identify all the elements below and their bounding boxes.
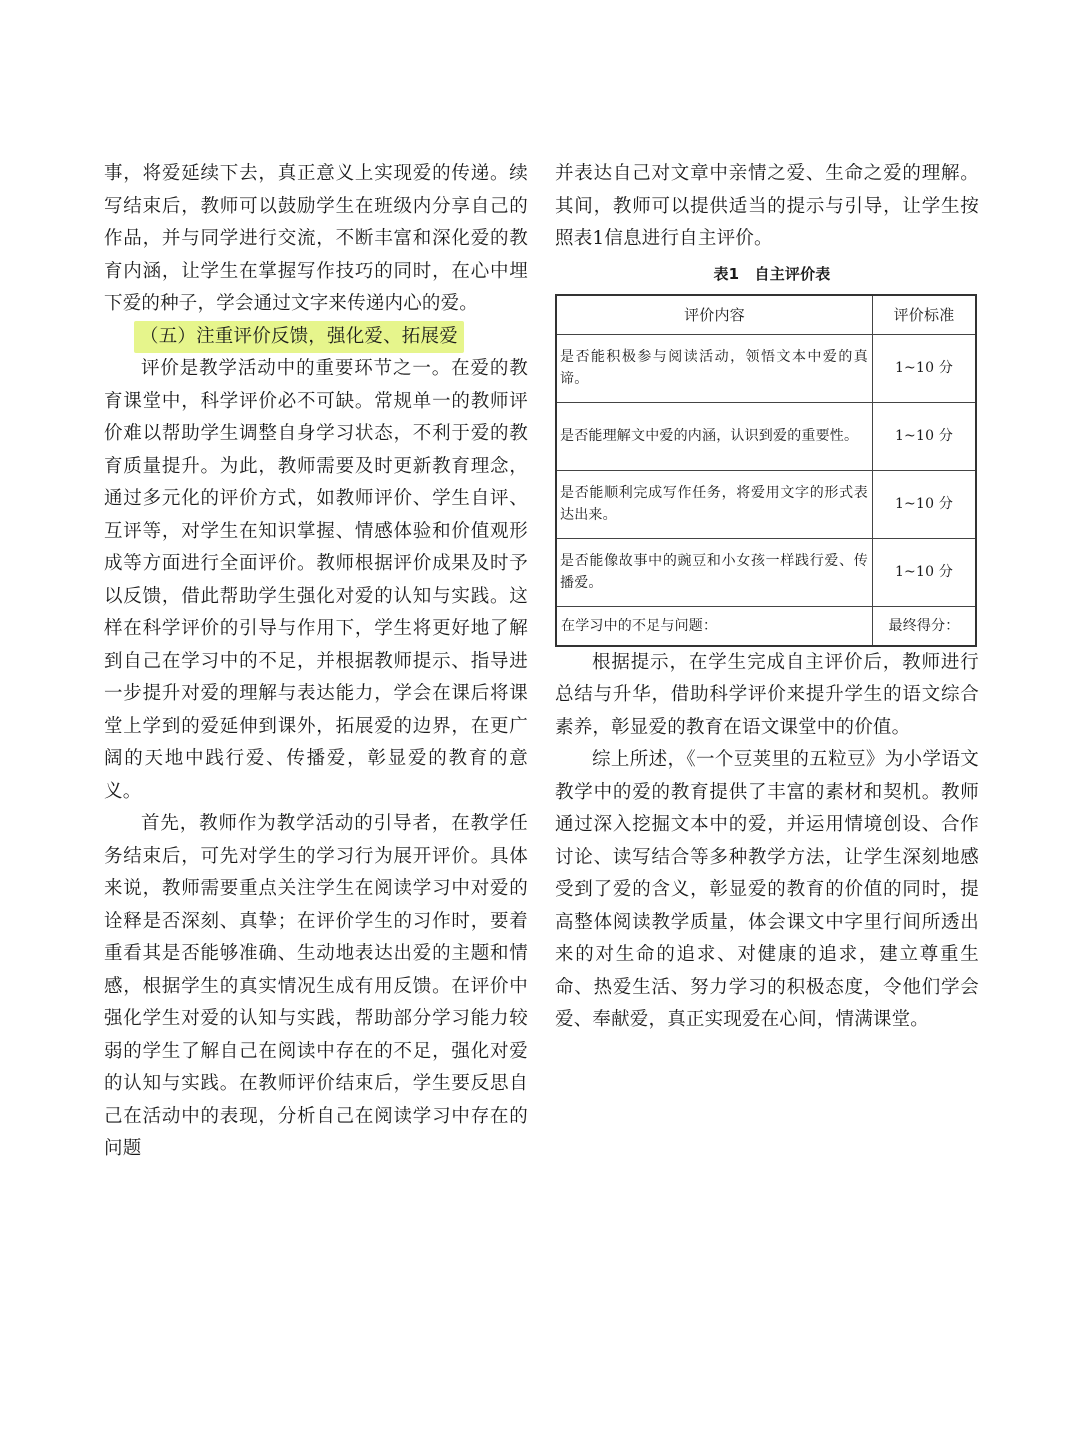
body-paragraph-conclusion: 综上所述，《一个豆荚里的五粒豆》为小学语文教学中的爱的教育提供了丰富的素材和契机。教师通过深入挖掘文本中的爱，并运用情境创设、合作讨论、读写结合等多种教学方法，让学生深刻地感受到了爱的含义，彰显爱的教育的价值的同时，提高整体阅读教学质量，体会课文中字里行间所透出来的对生命的追求、对健康的追求，建立尊重生命、热爱生活、努力学习的积极态度，令他们学会爱、奉献爱，真正实现爱在心间，情满课堂。: [555, 749, 979, 1030]
body-paragraph-first: 首先，教师作为教学活动的引导者，在教学任务结束后，可先对学生的学习行为展开评价。具体来说，教师需要重点关注学生在阅读学习中对爱的诠释是否深刻、真挚；在评价学生的习作时，要着重看其是否能够准确、生动地表达出爱的主题和情感，根据学生的真实情况生成有用反馈。在评价中强化学生对爱的认知与实践，帮助部分学习能力较弱的学生了解自己在阅读中存在的不足，强化对爱的认知与实践。在教师评价结束后，学生要反思自己在活动中的表现，分析自己在阅读学习中存在的问题: [104, 813, 528, 1159]
section-heading: （五）注重评价反馈，强化爱、拓展爱: [134, 321, 464, 354]
continued-paragraph: 事，将爱延续下去，真正意义上实现爱的传递。续写结束后，教师可以鼓励学生在班级内分享自己的作品，并与同学进行交流，不断丰富和深化爱的教育内涵，让学生在掌握写作技巧的同时，在心中埋下爱的种子，学会通过文字来传递内心的爱。: [104, 163, 528, 314]
table-row: [556, 402, 976, 470]
footer-final-score: 最终得分：: [873, 606, 977, 646]
table-footer-row: [556, 606, 976, 646]
body-paragraph-evaluation: 评价是教学活动中的重要环节之一。在爱的教育课堂中，科学评价必不可缺。常规单一的教师评价难以帮助学生调整自身学习状态，不利于爱的教育质量提升。为此，教师需要及时更新教育理念，通过多元化的评价方式，如教师评价、学生自评、互评等，对学生在知识掌握、情感体验和价值观形成等方面进行全面评价。教师根据评价成果及时予以反馈，借此帮助学生强化对爱的认知与实践。这样在科学评价的引导与作用下，学生将更好地了解到自己在学习中的不足，并根据教师提示、指导进一步提升对爱的理解与表达能力，学会在课后将课堂上学到的爱延伸到课外，拓展爱的边界，在更广阔的天地中践行爱、传播爱，彰显爱的教育的意义。: [104, 358, 528, 802]
body-paragraph-summary: 根据提示，在学生完成自主评价后，教师进行总结与升华，借助科学评价来提升学生的语文综合素养，彰显爱的教育在语文课堂中的价值。: [555, 651, 979, 738]
row-score: 1~10 分: [873, 538, 977, 606]
row-score: 1~10 分: [873, 334, 977, 402]
row-content: 是否能像故事中的豌豆和小女孩一样践行爱、传播爱。: [556, 538, 873, 606]
row-content: 是否能顺利完成写作任务，将爱用文字的形式表达出来。: [556, 470, 873, 538]
header-standard: 评价标准: [873, 295, 977, 335]
self-evaluation-table: [555, 294, 977, 647]
row-score: 1~10 分: [873, 402, 977, 470]
right-column: [555, 158, 979, 1037]
table-caption: 表1 自主评价表: [713, 264, 831, 283]
section-heading-row: [104, 321, 528, 354]
continued-paragraph-right: 并表达自己对文章中亲情之爱、生命之爱的理解。其间，教师可以提供适当的提示与引导，让学生按照表1信息进行自主评价。: [555, 163, 979, 249]
table-header-row: [556, 295, 976, 335]
table-row: [556, 334, 976, 402]
row-content: 是否能理解文中爱的内涵，认识到爱的重要性。: [556, 402, 873, 470]
header-content: 评价内容: [556, 295, 873, 335]
footer-problems: 在学习中的不足与问题：: [556, 606, 873, 646]
table-row: [556, 538, 976, 606]
left-column: [104, 158, 528, 1166]
row-content: 是否能积极参与阅读活动，领悟文本中爱的真谛。: [556, 334, 873, 402]
table-row: [556, 470, 976, 538]
row-score: 1~10 分: [873, 470, 977, 538]
